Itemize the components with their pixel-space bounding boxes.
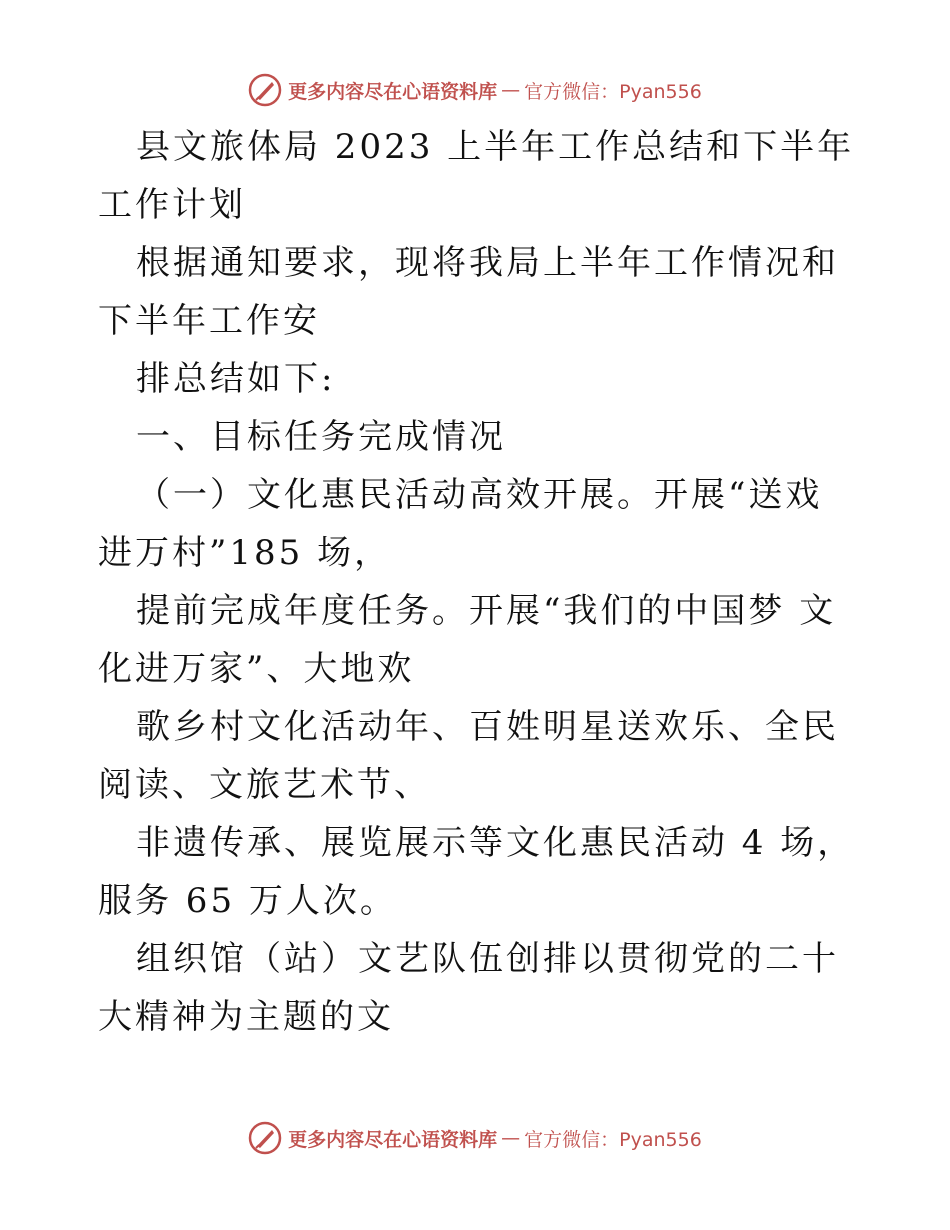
watermark-brand-text: 更多内容尽在心语资料库: [288, 80, 498, 103]
watermark-brand-text: 更多内容尽在心语资料库: [288, 1128, 498, 1151]
paragraph: 根据通知要求，现将我局上半年工作情况和下半年工作安: [98, 243, 839, 341]
paragraph: 歌乡村文化活动年、百姓明星送欢乐、全民阅读、文旅艺术节、: [98, 707, 839, 805]
footer-watermark: [0, 1118, 950, 1158]
paragraph: 排总结如下:: [136, 359, 336, 399]
quill-logo-icon: [248, 1121, 282, 1155]
watermark-wechat-text: 官方微信：Pyan556: [524, 1128, 702, 1151]
watermark-dash: —: [501, 79, 521, 101]
paragraph: 非遗传承、展览展示等文化惠民活动 4 场，服务 65 万人次。: [98, 823, 855, 921]
paragraph: （一）文化惠民活动高效开展。开展“送戏进万村”185 场，: [98, 475, 823, 573]
watermark-dash: —: [501, 1127, 521, 1149]
section-heading: 一、目标任务完成情况: [136, 417, 506, 457]
paragraph: 组织馆（站）文艺队伍创排以贯彻党的二十大精神为主题的文: [98, 939, 839, 1037]
header-watermark: [0, 70, 950, 110]
document-title: 县文旅体局 2023 上半年工作总结和下半年工作计划: [98, 127, 855, 225]
document-body: [98, 118, 858, 1046]
watermark-wechat-text: 官方微信：Pyan556: [524, 80, 702, 103]
quill-logo-icon: [248, 73, 282, 107]
paragraph: 提前完成年度任务。开展“我们的中国梦 文化进万家”、大地欢: [98, 591, 837, 689]
